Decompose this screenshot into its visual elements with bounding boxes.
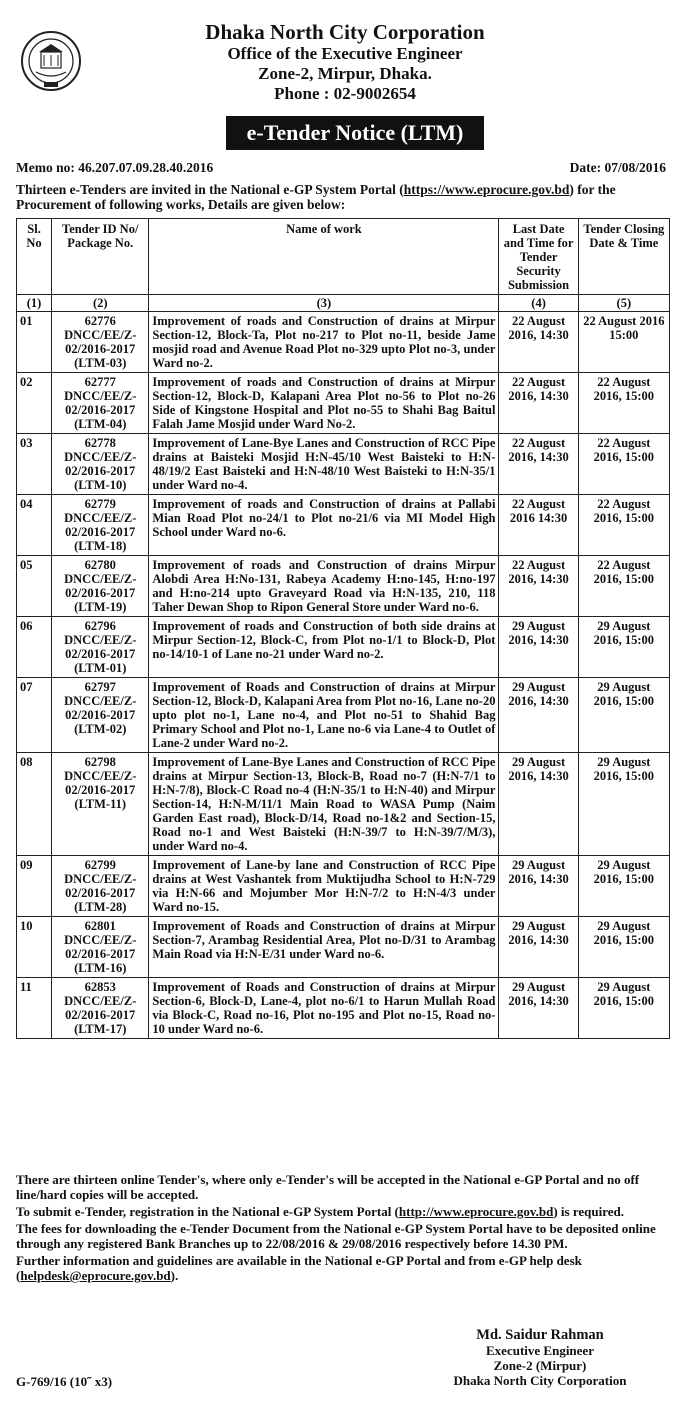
tender-ltm: (LTM-04) [74,417,127,431]
govt-ad-code: G-769/16 (10˝ x3) [16,1374,113,1389]
work-description: Improvement of Lane-Bye Lanes and Construction of RCC Pipe drains at Baisteki Mosjid H:N-45/10 West Baisteki to H:N-48/19/2 East Baisteki and H:N-48/10 West Baisteki to H:N-35/1 under Ward no-4. [149,434,499,495]
work-description: Improvement of roads and Construction of drains Mirpur Alobdi Area H:No-131, Rabeya Academy H:no-145, H:no-197 and H:no-214 upto Graveyard Road via H:N-135, 210, 118 Taher Dewan Shop to Ripon General Store under Ward no-6. [149,556,499,617]
note-online-only: There are thirteen online Tender's, where only e-Tender's will be accepted in the National e-GP Portal and no off line/hard copies will be accepted. [16,1172,640,1202]
tender-ltm: (LTM-16) [74,961,127,975]
signatory-zone: Zone-2 (Mirpur) [493,1358,587,1373]
work-description: Improvement of Roads and Construction of drains at Mirpur Section-7, Arambag Residential Area, Plot no-D/31 to Arambag Main Road via H:N-E/31 under Ward no-6. [149,917,499,978]
helpdesk-email-link[interactable]: helpdesk@eprocure.gov.bd [20,1268,171,1283]
note-helpdesk [16,1253,670,1283]
column-index-row [17,295,670,312]
table-row [17,556,670,617]
tender-ltm: (LTM-28) [74,900,127,914]
tender-id-cell [52,556,149,617]
tender-pkg: DNCC/EE/Z-02/2016-2017 [64,572,137,600]
table-row [17,617,670,678]
security-deadline: 22 August 2016 14:30 [499,495,578,556]
table-row [17,312,670,373]
work-description: Improvement of roads and Construction of drains at Pallabi Mian Road Plot no-24/1 to Plot no-21/6 via MI Model High School under Ward no-6. [149,495,499,556]
work-description: Improvement of roads and Construction of both side drains at Mirpur Section-12, Block-C, from Plot no-1/1 to Block-D, Plot no-14/10-1 of Lane no-21 under Ward no-2. [149,617,499,678]
table-row [17,373,670,434]
tender-id: 62853 [84,980,116,994]
serial-number: 11 [17,978,52,1039]
closing-deadline: 29 August 2016, 15:00 [578,978,669,1039]
serial-number: 01 [17,312,52,373]
notice-title: e-Tender Notice (LTM) [226,116,484,150]
closing-deadline: 22 August 2016, 15:00 [578,434,669,495]
table-header-row [17,219,670,295]
tender-pkg: DNCC/EE/Z-02/2016-2017 [64,694,137,722]
memo-date: Date: 07/08/2016 [569,160,666,175]
table-row [17,856,670,917]
security-deadline: 22 August 2016, 14:30 [499,373,578,434]
intro-paragraph [16,182,670,212]
tender-pkg: DNCC/EE/Z-02/2016-2017 [64,769,137,797]
header-tender-id: Tender ID No/ Package No. [52,219,149,295]
security-deadline: 29 August 2016, 14:30 [499,978,578,1039]
note-registration [16,1204,670,1219]
index-cell: (3) [149,295,499,312]
tender-id-cell [52,678,149,753]
table-row [17,495,670,556]
tender-id-cell [52,856,149,917]
notice-header [0,20,690,104]
header-sl: Sl. No [17,219,52,295]
intro-text-start: Thirteen e-Tenders are invited in the National e-GP System Portal ( [16,182,404,197]
tender-rows [17,312,670,1039]
closing-deadline: 22 August 2016, 15:00 [578,556,669,617]
security-deadline: 22 August 2016, 14:30 [499,434,578,495]
security-deadline: 29 August 2016, 14:30 [499,917,578,978]
memo-row [16,160,666,176]
tender-ltm: (LTM-11) [74,797,127,811]
header-security-date: Last Date and Time for Tender Security Submission [499,219,578,295]
org-name: Dhaka North City Corporation [205,20,485,44]
tender-id-cell [52,617,149,678]
serial-number: 05 [17,556,52,617]
closing-deadline: 22 August 2016, 15:00 [578,495,669,556]
signatory-org: Dhaka North City Corporation [453,1373,627,1388]
serial-number: 09 [17,856,52,917]
note-registration-end: ) is required. [553,1204,625,1219]
closing-deadline: 29 August 2016, 15:00 [578,678,669,753]
tender-id: 62801 [84,919,116,933]
serial-number: 02 [17,373,52,434]
tender-pkg: DNCC/EE/Z-02/2016-2017 [64,450,137,478]
tender-pkg: DNCC/EE/Z-02/2016-2017 [64,511,137,539]
closing-deadline: 22 August 2016, 15:00 [578,373,669,434]
table-row [17,978,670,1039]
tender-pkg: DNCC/EE/Z-02/2016-2017 [64,994,137,1022]
tender-id-cell [52,753,149,856]
work-description: Improvement of Roads and Construction of drains at Mirpur Section-12, Block-D, Kalapani Area from Plot no-16, Lane no-20 upto plot no-1, Lane no-4, and Plot no-51 to Shahid Bag Primary School and Plot no-1, Lane no-6 via Lane-4 to Outlet of Lane-2 under Ward no-2. [149,678,499,753]
note-helpdesk-start: Further information and guidelines are available in the National e-GP Portal and from e-GP help desk ( [16,1253,582,1283]
tender-id-cell [52,434,149,495]
security-deadline: 29 August 2016, 14:30 [499,678,578,753]
work-description: Improvement of Lane-Bye Lanes and Construction of RCC Pipe drains at Mirpur Section-13, Block-B, Road no-7 (H:N-7/1 to H:N-7/8), Block-C Road no-4 (H:N-35/1 to H:N-40) and Mirpur Section-14, H:N-M/11/1 Main Road to WASA Pump (Naim Garden East road), Block-D/14, Road no-1&2 and Section-15, Road no-1 and West Baisteki (H:N-39/7 to H:N-39/7/M/3), under Ward no-4. [149,753,499,856]
footer-notes [16,1172,670,1285]
serial-number: 03 [17,434,52,495]
tender-ltm: (LTM-10) [74,478,127,492]
serial-number: 10 [17,917,52,978]
tender-id-cell [52,978,149,1039]
tender-ltm: (LTM-02) [74,722,127,736]
tender-id: 62777 [84,375,116,389]
tender-id: 62779 [84,497,116,511]
note-registration-start: To submit e-Tender, registration in the National e-GP System Portal ( [16,1204,399,1219]
tender-id-cell [52,917,149,978]
memo-number: Memo no: 46.207.07.09.28.40.2016 [16,160,214,175]
tender-ltm: (LTM-17) [74,1022,127,1036]
phone-number: Phone : 02-9002654 [274,84,416,103]
serial-number: 06 [17,617,52,678]
table-row [17,753,670,856]
intro-text-end: ) for the Procurement of following works, Details are given below: [16,182,616,212]
tender-id: 62796 [84,619,116,633]
eprocure-registration-link[interactable]: http://www.eprocure.gov.bd [398,1204,554,1219]
tender-id-cell [52,312,149,373]
tender-id: 62780 [84,558,116,572]
table-row [17,434,670,495]
tender-ltm: (LTM-18) [74,539,127,553]
serial-number: 04 [17,495,52,556]
security-deadline: 22 August 2016, 14:30 [499,556,578,617]
eprocure-link[interactable]: https://www.eprocure.gov.bd [403,182,570,197]
table-row [17,917,670,978]
security-deadline: 29 August 2016, 14:30 [499,617,578,678]
tender-ltm: (LTM-03) [74,356,127,370]
tender-id: 62778 [84,436,116,450]
closing-deadline: 29 August 2016, 15:00 [578,753,669,856]
signatory-designation: Executive Engineer [486,1343,594,1358]
tender-id: 62797 [84,680,116,694]
work-description: Improvement of Roads and Construction of drains at Mirpur Section-6, Block-D, Lane-4, plot no-6/1 to Harun Mullah Road via Block-C, Road no-16, Plot no-195 and Plot no-15, Road no-10 under Ward no-6. [149,978,499,1039]
work-description: Improvement of Lane-by lane and Construction of RCC Pipe drains at West Vashantek from Muktijudha School to H:N-729 via H:N-66 and Mojumber Mor H:N-7/2 to H:N-4/3 under Ward no-15. [149,856,499,917]
tender-id: 62798 [84,755,116,769]
tender-id-cell [52,373,149,434]
serial-number: 07 [17,678,52,753]
serial-number: 08 [17,753,52,856]
security-deadline: 29 August 2016, 14:30 [499,753,578,856]
tender-ltm: (LTM-01) [74,661,127,675]
index-cell: (4) [499,295,578,312]
tender-ltm: (LTM-19) [74,600,127,614]
signature-block [430,1328,650,1388]
header-closing-date: Tender Closing Date & Time [578,219,669,295]
tender-id: 62776 [84,314,116,328]
office-name: Office of the Executive Engineer [227,44,463,63]
zone-address: Zone-2, Mirpur, Dhaka. [258,64,432,83]
signatory-name: Md. Saidur Rahman [476,1327,604,1343]
index-cell: (1) [17,295,52,312]
closing-deadline: 29 August 2016, 15:00 [578,917,669,978]
tender-pkg: DNCC/EE/Z-02/2016-2017 [64,872,137,900]
work-description: Improvement of roads and Construction of drains at Mirpur Section-12, Block-D, Kalapani Area Plot no-56 to Plot no-26 Side of Kingstone Hospital and Plot no-55 to Shahi Bag Baitul Falah Jame Mosjid under Ward No-2. [149,373,499,434]
index-cell: (5) [578,295,669,312]
tender-id: 62799 [84,858,116,872]
header-name-of-work: Name of work [149,219,499,295]
tender-pkg: DNCC/EE/Z-02/2016-2017 [64,933,137,961]
note-fees: The fees for downloading the e-Tender Document from the National e-GP System Portal have to be deposited online through any registered Bank Branches up to 22/08/2016 & 29/08/2016 respectively before 14.30 PM. [16,1221,656,1251]
tender-id-cell [52,495,149,556]
work-description: Improvement of roads and Construction of drains at Mirpur Section-12, Block-Ta, Plot no-217 to Plot no-11, beside Jame mosjid road and Avenue Road Plot no-329 upto Plot no-3, under Ward no-2. [149,312,499,373]
table-row [17,678,670,753]
tender-pkg: DNCC/EE/Z-02/2016-2017 [64,328,137,356]
tender-pkg: DNCC/EE/Z-02/2016-2017 [64,633,137,661]
closing-deadline: 22 August 2016 15:00 [578,312,669,373]
security-deadline: 22 August 2016, 14:30 [499,312,578,373]
note-helpdesk-end: ). [170,1268,179,1283]
index-cell: (2) [52,295,149,312]
closing-deadline: 29 August 2016, 15:00 [578,856,669,917]
security-deadline: 29 August 2016, 14:30 [499,856,578,917]
closing-deadline: 29 August 2016, 15:00 [578,617,669,678]
tender-table [16,218,670,1039]
tender-pkg: DNCC/EE/Z-02/2016-2017 [64,389,137,417]
